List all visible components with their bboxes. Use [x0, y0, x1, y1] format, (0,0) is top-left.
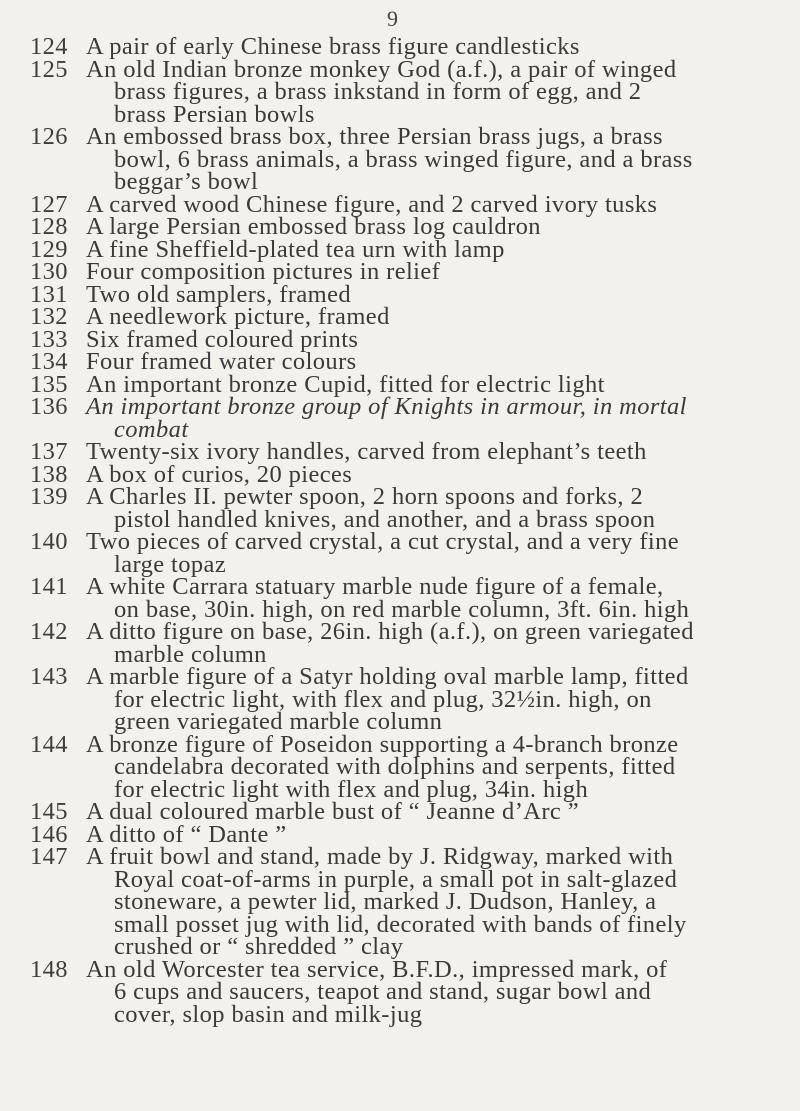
lot-description-line: A ditto figure on base, 26in. high (a.f.), on green variegated	[86, 618, 694, 645]
lot-description-line: crushed or “ shredded ” clay	[114, 933, 404, 960]
lot-description-line: Two old samplers, framed	[86, 280, 352, 308]
lot-description	[86, 618, 790, 668]
lot-description	[86, 483, 790, 533]
lot-description-line: A needlework picture, framed	[86, 303, 390, 330]
lot-entry	[30, 843, 790, 960]
lot-description-line: bowl, 6 brass animals, a brass winged figure, and a brass	[114, 145, 693, 173]
lot-number: 146	[30, 820, 68, 848]
lot-description-line: A fine Sheffield-plated tea urn with lamp	[86, 235, 505, 263]
lot-description-line: combat	[114, 415, 189, 443]
lot-number: 147	[30, 843, 68, 870]
lot-entry	[30, 618, 790, 668]
lot-description-line: candelabra decorated with dolphins and serpents, fitted	[114, 753, 676, 780]
lot-description	[86, 573, 790, 623]
lot-description-line: A box of curios, 20 pieces	[86, 460, 353, 488]
lot-number: 141	[30, 573, 68, 600]
lot-description-line: for electric light with flex and plug, 34in. high	[114, 775, 589, 803]
lot-description-line: Twenty-six ivory handles, carved from elephant’s teeth	[86, 438, 647, 465]
lot-number: 140	[30, 528, 68, 555]
lot-description-line: Six framed coloured prints	[86, 325, 359, 353]
lot-description-line: Two pieces of carved crystal, a cut crystal, and a very fine	[86, 528, 680, 555]
lot-description-line: green variegated marble column	[114, 708, 443, 735]
lot-description-line: A bronze figure of Poseidon supporting a 4-branch bronze	[86, 730, 679, 758]
lot-number: 127	[30, 190, 68, 218]
lot-description-line: pistol handled knives, and another, and a brass spoon	[114, 505, 656, 533]
lot-number: 126	[30, 123, 68, 150]
lot-description	[86, 955, 790, 1028]
lot-description	[86, 663, 790, 735]
lot-description-line: A ditto of “ Dante ”	[86, 820, 287, 848]
lot-number: 142	[30, 618, 68, 645]
lot-description-line: A white Carrara statuary marble nude figure of a female,	[86, 573, 664, 600]
lot-number: 131	[30, 280, 68, 308]
lot-number: 133	[30, 325, 68, 353]
lot-entry	[30, 730, 790, 803]
lot-description-line: beggar’s bowl	[114, 168, 259, 195]
lot-number: 124	[30, 33, 68, 60]
lot-description-line: An important bronze Cupid, fitted for electric light	[86, 370, 605, 398]
lot-entry	[30, 123, 790, 195]
lot-description-line: A fruit bowl and stand, made by J. Ridgway, marked with	[86, 843, 674, 870]
lot-number: 130	[30, 258, 68, 285]
lot-description	[86, 843, 790, 960]
lot-description-line: A marble figure of a Satyr holding oval marble lamp, fitted	[86, 663, 689, 690]
lot-description	[86, 393, 790, 443]
page-number: 9	[387, 6, 398, 31]
lot-description-line: large topaz	[114, 550, 227, 578]
lot-description-line: small posset jug with lid, decorated with bands of finely	[114, 910, 687, 938]
lot-entry	[30, 955, 790, 1028]
lot-description-line: Royal coat-of-arms in purple, a small pot in salt-glazed	[114, 865, 678, 893]
lot-description-line: brass Persian bowls	[114, 100, 315, 128]
lot-number: 138	[30, 460, 68, 488]
lot-description	[86, 528, 790, 578]
lot-list	[30, 33, 790, 1028]
lot-description-line: on base, 30in. high, on red marble column, 3ft. 6in. high	[114, 595, 690, 623]
lot-description-line: A pair of early Chinese brass figure candlesticks	[86, 33, 580, 60]
lot-number: 144	[30, 730, 68, 758]
lot-description-line: for electric light, with flex and plug, 32½in. high, on	[114, 685, 652, 713]
lot-number: 135	[30, 370, 68, 398]
lot-number: 148	[30, 955, 68, 983]
lot-description-line: Four composition pictures in relief	[86, 258, 441, 285]
lot-description-line: An important bronze group of Knights in armour, in mortal	[86, 393, 687, 420]
lot-number: 125	[30, 55, 68, 83]
lot-number: 145	[30, 798, 68, 825]
lot-description	[86, 55, 790, 128]
lot-number: 136	[30, 393, 68, 420]
lot-number: 134	[30, 348, 68, 375]
lot-description-line: brass figures, a brass inkstand in form of egg, and 2	[114, 78, 642, 105]
lot-description-line: An old Indian bronze monkey God (a.f.), a pair of winged	[86, 55, 677, 83]
lot-description	[86, 730, 790, 803]
lot-description-line: 6 cups and saucers, teapot and stand, sugar bowl and	[114, 978, 652, 1005]
lot-number: 128	[30, 213, 68, 240]
lot-entry	[30, 663, 790, 735]
lot-number: 139	[30, 483, 68, 510]
lot-description	[86, 123, 790, 195]
lot-entry	[30, 573, 790, 623]
lot-entry	[30, 55, 790, 128]
lot-number: 137	[30, 438, 68, 465]
lot-number: 143	[30, 663, 68, 690]
lot-number: 132	[30, 303, 68, 330]
lot-description-line: A large Persian embossed brass log cauldron	[86, 213, 541, 240]
lot-description-line: An embossed brass box, three Persian brass jugs, a brass	[86, 123, 663, 150]
lot-description-line: stoneware, a pewter lid, marked J. Dudson, Hanley, a	[114, 888, 657, 915]
lot-description-line: A carved wood Chinese figure, and 2 carved ivory tusks	[86, 190, 658, 218]
lot-entry	[30, 483, 790, 533]
lot-description-line: A Charles II. pewter spoon, 2 horn spoons and forks, 2	[86, 483, 644, 510]
lot-number: 129	[30, 235, 68, 263]
lot-description-line: A dual coloured marble bust of “ Jeanne d’Arc ”	[86, 798, 579, 825]
lot-description-line: An old Worcester tea service, B.F.D., impressed mark, of	[86, 955, 668, 983]
lot-entry	[30, 393, 790, 443]
lot-description-line: Four framed water colours	[86, 348, 357, 375]
lot-description-line: marble column	[114, 640, 267, 668]
lot-description-line: cover, slop basin and milk-jug	[114, 1000, 423, 1028]
lot-entry	[30, 528, 790, 578]
